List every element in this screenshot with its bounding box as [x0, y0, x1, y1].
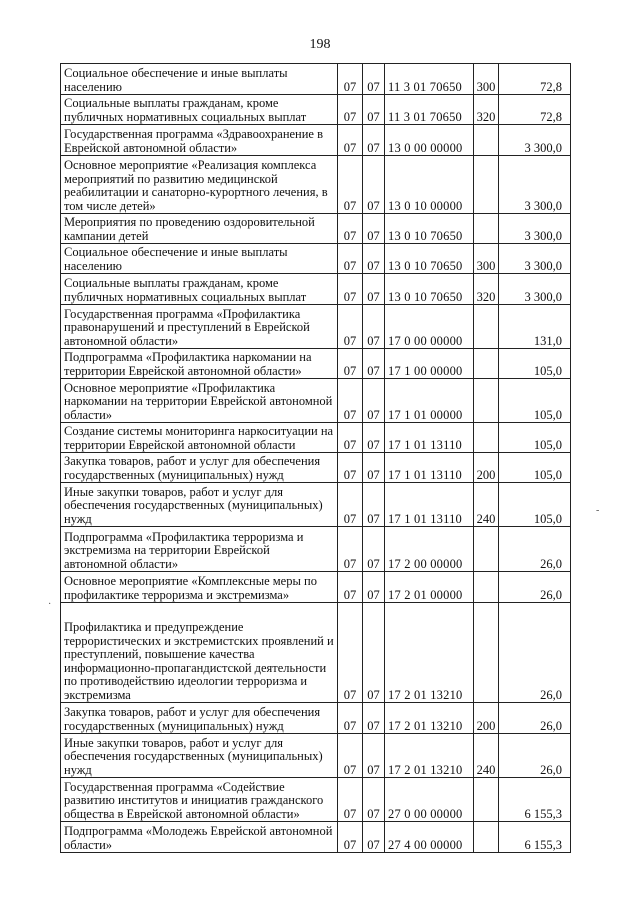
row-expense-type: 200 — [474, 453, 499, 483]
row-subsection-code: 07 — [363, 379, 385, 423]
row-expense-type — [474, 423, 499, 453]
table-row — [61, 483, 571, 527]
row-subsection-code: 07 — [363, 64, 385, 95]
row-name: Основное мероприятие «Реализация комплекса мероприятий по развитию медицинской реабилитации и санаторно-курортного лечения, в том числе детей» — [61, 156, 338, 214]
row-section-code: 07 — [338, 603, 363, 703]
table-row — [61, 703, 571, 734]
table-row — [61, 379, 571, 423]
table-row — [61, 453, 571, 483]
row-subsection-code: 07 — [363, 125, 385, 156]
row-subsection-code: 07 — [363, 734, 385, 778]
row-target-article: 27 0 00 00000 — [385, 778, 474, 822]
row-name: Социальные выплаты гражданам, кроме публичных нормативных социальных выплат — [61, 274, 338, 305]
row-section-code: 07 — [338, 734, 363, 778]
row-subsection-code: 07 — [363, 822, 385, 853]
table-row — [61, 305, 571, 349]
row-expense-type — [474, 603, 499, 703]
row-subsection-code: 07 — [363, 95, 385, 125]
row-expense-type: 200 — [474, 703, 499, 734]
row-name: Подпрограмма «Профилактика наркомании на территории Еврейской автономной области» — [61, 349, 338, 379]
row-name: Государственная программа «Профилактика правонарушений и преступлений в Еврейской автономной области» — [61, 305, 338, 349]
row-subsection-code: 07 — [363, 274, 385, 305]
row-amount: 105,0 — [499, 483, 571, 527]
row-expense-type — [474, 156, 499, 214]
row-target-article: 17 0 00 00000 — [385, 305, 474, 349]
row-amount: 3 300,0 — [499, 274, 571, 305]
table-row — [61, 214, 571, 244]
row-name: Государственная программа «Содействие развитию институтов и инициатив гражданского общества в Еврейской автономной области» — [61, 778, 338, 822]
row-amount: 105,0 — [499, 423, 571, 453]
row-name: Основное мероприятие «Профилактика наркомании на территории Еврейской автономной области» — [61, 379, 338, 423]
row-section-code: 07 — [338, 95, 363, 125]
row-amount: 26,0 — [499, 603, 571, 703]
row-expense-type: 240 — [474, 483, 499, 527]
row-expense-type: 320 — [474, 95, 499, 125]
row-section-code: 07 — [338, 483, 363, 527]
row-expense-type — [474, 349, 499, 379]
row-target-article: 11 3 01 70650 — [385, 64, 474, 95]
row-subsection-code: 07 — [363, 453, 385, 483]
row-section-code: 07 — [338, 703, 363, 734]
row-target-article: 17 1 01 13110 — [385, 483, 474, 527]
row-target-article: 13 0 10 70650 — [385, 214, 474, 244]
row-target-article: 13 0 10 70650 — [385, 244, 474, 274]
table-row — [61, 423, 571, 453]
row-expense-type — [474, 379, 499, 423]
row-amount: 6 155,3 — [499, 778, 571, 822]
table-row — [61, 274, 571, 305]
row-amount: 26,0 — [499, 527, 571, 572]
row-target-article: 13 0 00 00000 — [385, 125, 474, 156]
row-expense-type — [474, 214, 499, 244]
row-subsection-code: 07 — [363, 527, 385, 572]
row-subsection-code: 07 — [363, 244, 385, 274]
row-name: Профилактика и предупреждение террористических и экстремистских проявлений и преступлений, повышение качества информационно-пропагандистской деятельности по противодействию идеологии терроризма и экстремизма — [61, 603, 338, 703]
row-expense-type: 300 — [474, 244, 499, 274]
row-amount: 3 300,0 — [499, 156, 571, 214]
row-name: Основное мероприятие «Комплексные меры по профилактике терроризма и экстремизма» — [61, 572, 338, 603]
table-row — [61, 527, 571, 572]
row-name: Мероприятия по проведению оздоровительной кампании детей — [61, 214, 338, 244]
row-amount: 105,0 — [499, 349, 571, 379]
row-subsection-code: 07 — [363, 156, 385, 214]
row-subsection-code: 07 — [363, 305, 385, 349]
row-target-article: 17 2 01 00000 — [385, 572, 474, 603]
table-row — [61, 64, 571, 95]
row-section-code: 07 — [338, 244, 363, 274]
row-amount: 6 155,3 — [499, 822, 571, 853]
table-row — [61, 349, 571, 379]
row-section-code: 07 — [338, 453, 363, 483]
row-section-code: 07 — [338, 379, 363, 423]
row-name: Подпрограмма «Молодежь Еврейской автономной области» — [61, 822, 338, 853]
row-subsection-code: 07 — [363, 778, 385, 822]
row-name: Закупка товаров, работ и услуг для обеспечения государственных (муниципальных) нужд — [61, 453, 338, 483]
table-row — [61, 734, 571, 778]
row-amount: 72,8 — [499, 64, 571, 95]
table-row — [61, 95, 571, 125]
row-subsection-code: 07 — [363, 572, 385, 603]
row-name: Иные закупки товаров, работ и услуг для обеспечения государственных (муниципальных) нужд — [61, 734, 338, 778]
row-subsection-code: 07 — [363, 423, 385, 453]
row-section-code: 07 — [338, 349, 363, 379]
budget-table — [60, 63, 571, 853]
row-name: Создание системы мониторинга наркоситуации на территории Еврейской автономной области — [61, 423, 338, 453]
row-expense-type — [474, 527, 499, 572]
row-amount: 26,0 — [499, 572, 571, 603]
table-row — [61, 778, 571, 822]
row-name: Государственная программа «Здравоохранение в Еврейской автономной области» — [61, 125, 338, 156]
row-target-article: 17 2 01 13210 — [385, 603, 474, 703]
row-target-article: 17 1 00 00000 — [385, 349, 474, 379]
row-target-article: 13 0 10 70650 — [385, 274, 474, 305]
row-section-code: 07 — [338, 423, 363, 453]
row-section-code: 07 — [338, 125, 363, 156]
row-section-code: 07 — [338, 274, 363, 305]
row-expense-type — [474, 822, 499, 853]
row-target-article: 17 1 01 00000 — [385, 379, 474, 423]
row-amount: 72,8 — [499, 95, 571, 125]
row-amount: 131,0 — [499, 305, 571, 349]
row-name: Закупка товаров, работ и услуг для обеспечения государственных (муниципальных) нужд — [61, 703, 338, 734]
row-name: Социальные выплаты гражданам, кроме публичных нормативных социальных выплат — [61, 95, 338, 125]
row-amount: 26,0 — [499, 703, 571, 734]
row-expense-type: 320 — [474, 274, 499, 305]
row-section-code: 07 — [338, 527, 363, 572]
row-section-code: 07 — [338, 64, 363, 95]
row-amount: 26,0 — [499, 734, 571, 778]
row-target-article: 11 3 01 70650 — [385, 95, 474, 125]
row-expense-type: 300 — [474, 64, 499, 95]
table-row — [61, 603, 571, 703]
row-section-code: 07 — [338, 214, 363, 244]
row-amount: 105,0 — [499, 453, 571, 483]
row-amount: 105,0 — [499, 379, 571, 423]
row-expense-type — [474, 125, 499, 156]
table-row — [61, 125, 571, 156]
row-name: Иные закупки товаров, работ и услуг для обеспечения государственных (муниципальных) нужд — [61, 483, 338, 527]
margin-mark: - — [596, 505, 600, 516]
row-expense-type — [474, 305, 499, 349]
table-row — [61, 572, 571, 603]
table-row — [61, 822, 571, 853]
row-target-article: 27 4 00 00000 — [385, 822, 474, 853]
row-subsection-code: 07 — [363, 703, 385, 734]
row-section-code: 07 — [338, 156, 363, 214]
row-amount: 3 300,0 — [499, 125, 571, 156]
row-target-article: 17 1 01 13110 — [385, 453, 474, 483]
row-target-article: 17 2 01 13210 — [385, 703, 474, 734]
row-target-article: 17 1 01 13110 — [385, 423, 474, 453]
row-amount: 3 300,0 — [499, 244, 571, 274]
table-row — [61, 244, 571, 274]
row-name: Подпрограмма «Профилактика терроризма и экстремизма на территории Еврейской автономной области» — [61, 527, 338, 572]
row-expense-type — [474, 778, 499, 822]
row-section-code: 07 — [338, 572, 363, 603]
row-expense-type — [474, 572, 499, 603]
row-expense-type: 240 — [474, 734, 499, 778]
row-subsection-code: 07 — [363, 349, 385, 379]
row-target-article: 13 0 10 00000 — [385, 156, 474, 214]
row-section-code: 07 — [338, 305, 363, 349]
row-target-article: 17 2 00 00000 — [385, 527, 474, 572]
row-amount: 3 300,0 — [499, 214, 571, 244]
table-row — [61, 156, 571, 214]
row-section-code: 07 — [338, 822, 363, 853]
row-subsection-code: 07 — [363, 214, 385, 244]
page-number: 198 — [309, 37, 331, 52]
row-subsection-code: 07 — [363, 603, 385, 703]
row-target-article: 17 2 01 13210 — [385, 734, 474, 778]
row-subsection-code: 07 — [363, 483, 385, 527]
margin-mark: · — [48, 599, 52, 610]
row-section-code: 07 — [338, 778, 363, 822]
row-name: Социальное обеспечение и иные выплаты населению — [61, 64, 338, 95]
row-name: Социальное обеспечение и иные выплаты населению — [61, 244, 338, 274]
